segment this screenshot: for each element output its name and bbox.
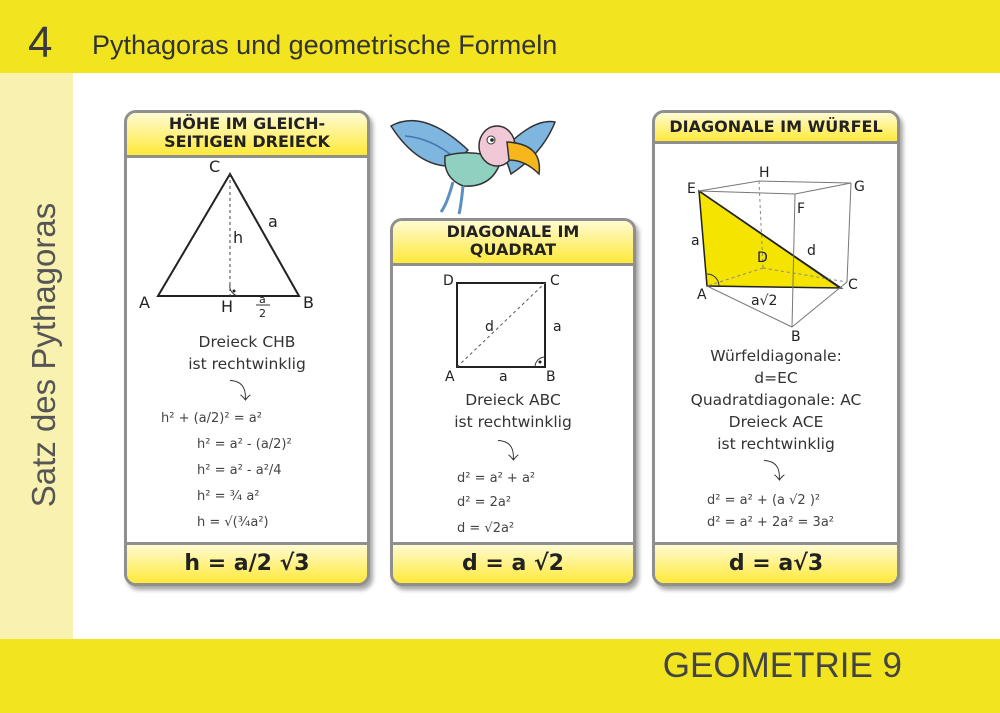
diagonal-label: d	[807, 243, 816, 259]
card-triangle-height	[124, 110, 370, 586]
caption-line: Würfeldiagonale:	[710, 347, 842, 365]
down-arrow-icon: ⤵	[763, 460, 786, 485]
side-label: a	[553, 319, 562, 335]
formula-line: h = √(¾a²)	[197, 515, 269, 530]
side-label: a	[499, 369, 508, 385]
card-title-line: DIAGONALE IM	[446, 222, 580, 241]
page-title: Pythagoras und geometrische Formeln	[92, 30, 558, 60]
vertex-label: E	[687, 181, 696, 197]
face-diagonal-label: a√2	[751, 293, 778, 309]
caption-line: ist rechtwinklig	[188, 355, 306, 373]
card-title-line: QUADRAT	[469, 240, 557, 259]
card-cube-diagonal	[652, 110, 900, 586]
vertex-label: D	[443, 273, 454, 289]
result-formula: h = a/2 √3	[127, 542, 367, 583]
chapter-number: 4	[28, 18, 53, 67]
vertex-label: B	[791, 329, 801, 345]
fraction-denominator: 2	[259, 307, 266, 320]
footer-label: GEOMETRIE 9	[662, 646, 902, 685]
formula-line: d² = a² + 2a² = 3a²	[707, 515, 835, 530]
vertex-label: D	[757, 250, 768, 266]
caption	[655, 345, 897, 455]
vertex-label: A	[445, 369, 455, 385]
formula-line: d² = 2a²	[457, 495, 512, 510]
vertex-label: F	[797, 201, 806, 217]
caption-line: Quadratdiagonale: AC	[690, 391, 862, 409]
card-title	[655, 113, 897, 144]
side-label: a	[268, 212, 278, 231]
down-arrow-icon: ⤵	[229, 380, 252, 405]
formula-line: d² = a² + (a √2 )²	[707, 493, 821, 508]
vertex-label: C	[550, 273, 560, 289]
card-title-line: DIAGONALE IM WÜRFEL	[669, 117, 883, 136]
vertex-label: G	[854, 179, 865, 195]
caption-line: Dreieck ABC	[465, 391, 561, 409]
edge-label: a	[691, 233, 700, 249]
vertex-label: B	[303, 293, 314, 312]
parrot-mascot-image	[383, 108, 563, 218]
caption	[127, 331, 367, 375]
vertex-label: C	[848, 277, 858, 293]
caption-line: ist rechtwinklig	[454, 413, 572, 431]
card-title-line: SEITIGEN DREIECK	[164, 132, 330, 151]
formula-line: h² = a² - (a/2)²	[197, 437, 292, 452]
caption-line: ist rechtwinklig	[717, 435, 835, 453]
cube-diagram	[655, 155, 897, 345]
vertex-label: H	[221, 297, 234, 316]
vertex-label: A	[697, 287, 707, 303]
fraction-numerator: a	[259, 293, 266, 306]
formula-line: h² + (a/2)² = a²	[161, 411, 262, 426]
square-diagram	[393, 269, 633, 389]
caption-line: Dreieck CHB	[198, 333, 296, 351]
sidebar-label: Satz des Pythagoras	[25, 202, 62, 508]
vertex-label: B	[546, 369, 556, 385]
card-title-line: HÖHE IM GLEICH-	[168, 114, 326, 133]
down-arrow-icon: ⤵	[497, 440, 520, 465]
diagonal-label: d	[485, 319, 494, 335]
formula-line: d² = a² + a²	[457, 471, 536, 486]
formula-line: d = √2a²	[457, 521, 515, 536]
caption	[393, 389, 633, 433]
formula-line: h² = ¾ a²	[197, 489, 260, 504]
card-square-diagonal	[390, 218, 636, 586]
result-formula: d = a√3	[655, 542, 897, 583]
caption-line: d=EC	[754, 369, 798, 387]
vertex-label: A	[139, 293, 150, 312]
formula-line: h² = a² - a²/4	[197, 463, 282, 478]
vertex-label: C	[209, 158, 221, 176]
vertex-label: H	[759, 165, 770, 181]
equilateral-triangle-diagram	[127, 158, 367, 328]
card-title	[127, 113, 367, 158]
height-label: h	[233, 228, 244, 247]
caption-line: Dreieck ACE	[728, 413, 824, 431]
result-formula: d = a √2	[393, 542, 633, 583]
card-title	[393, 221, 633, 266]
